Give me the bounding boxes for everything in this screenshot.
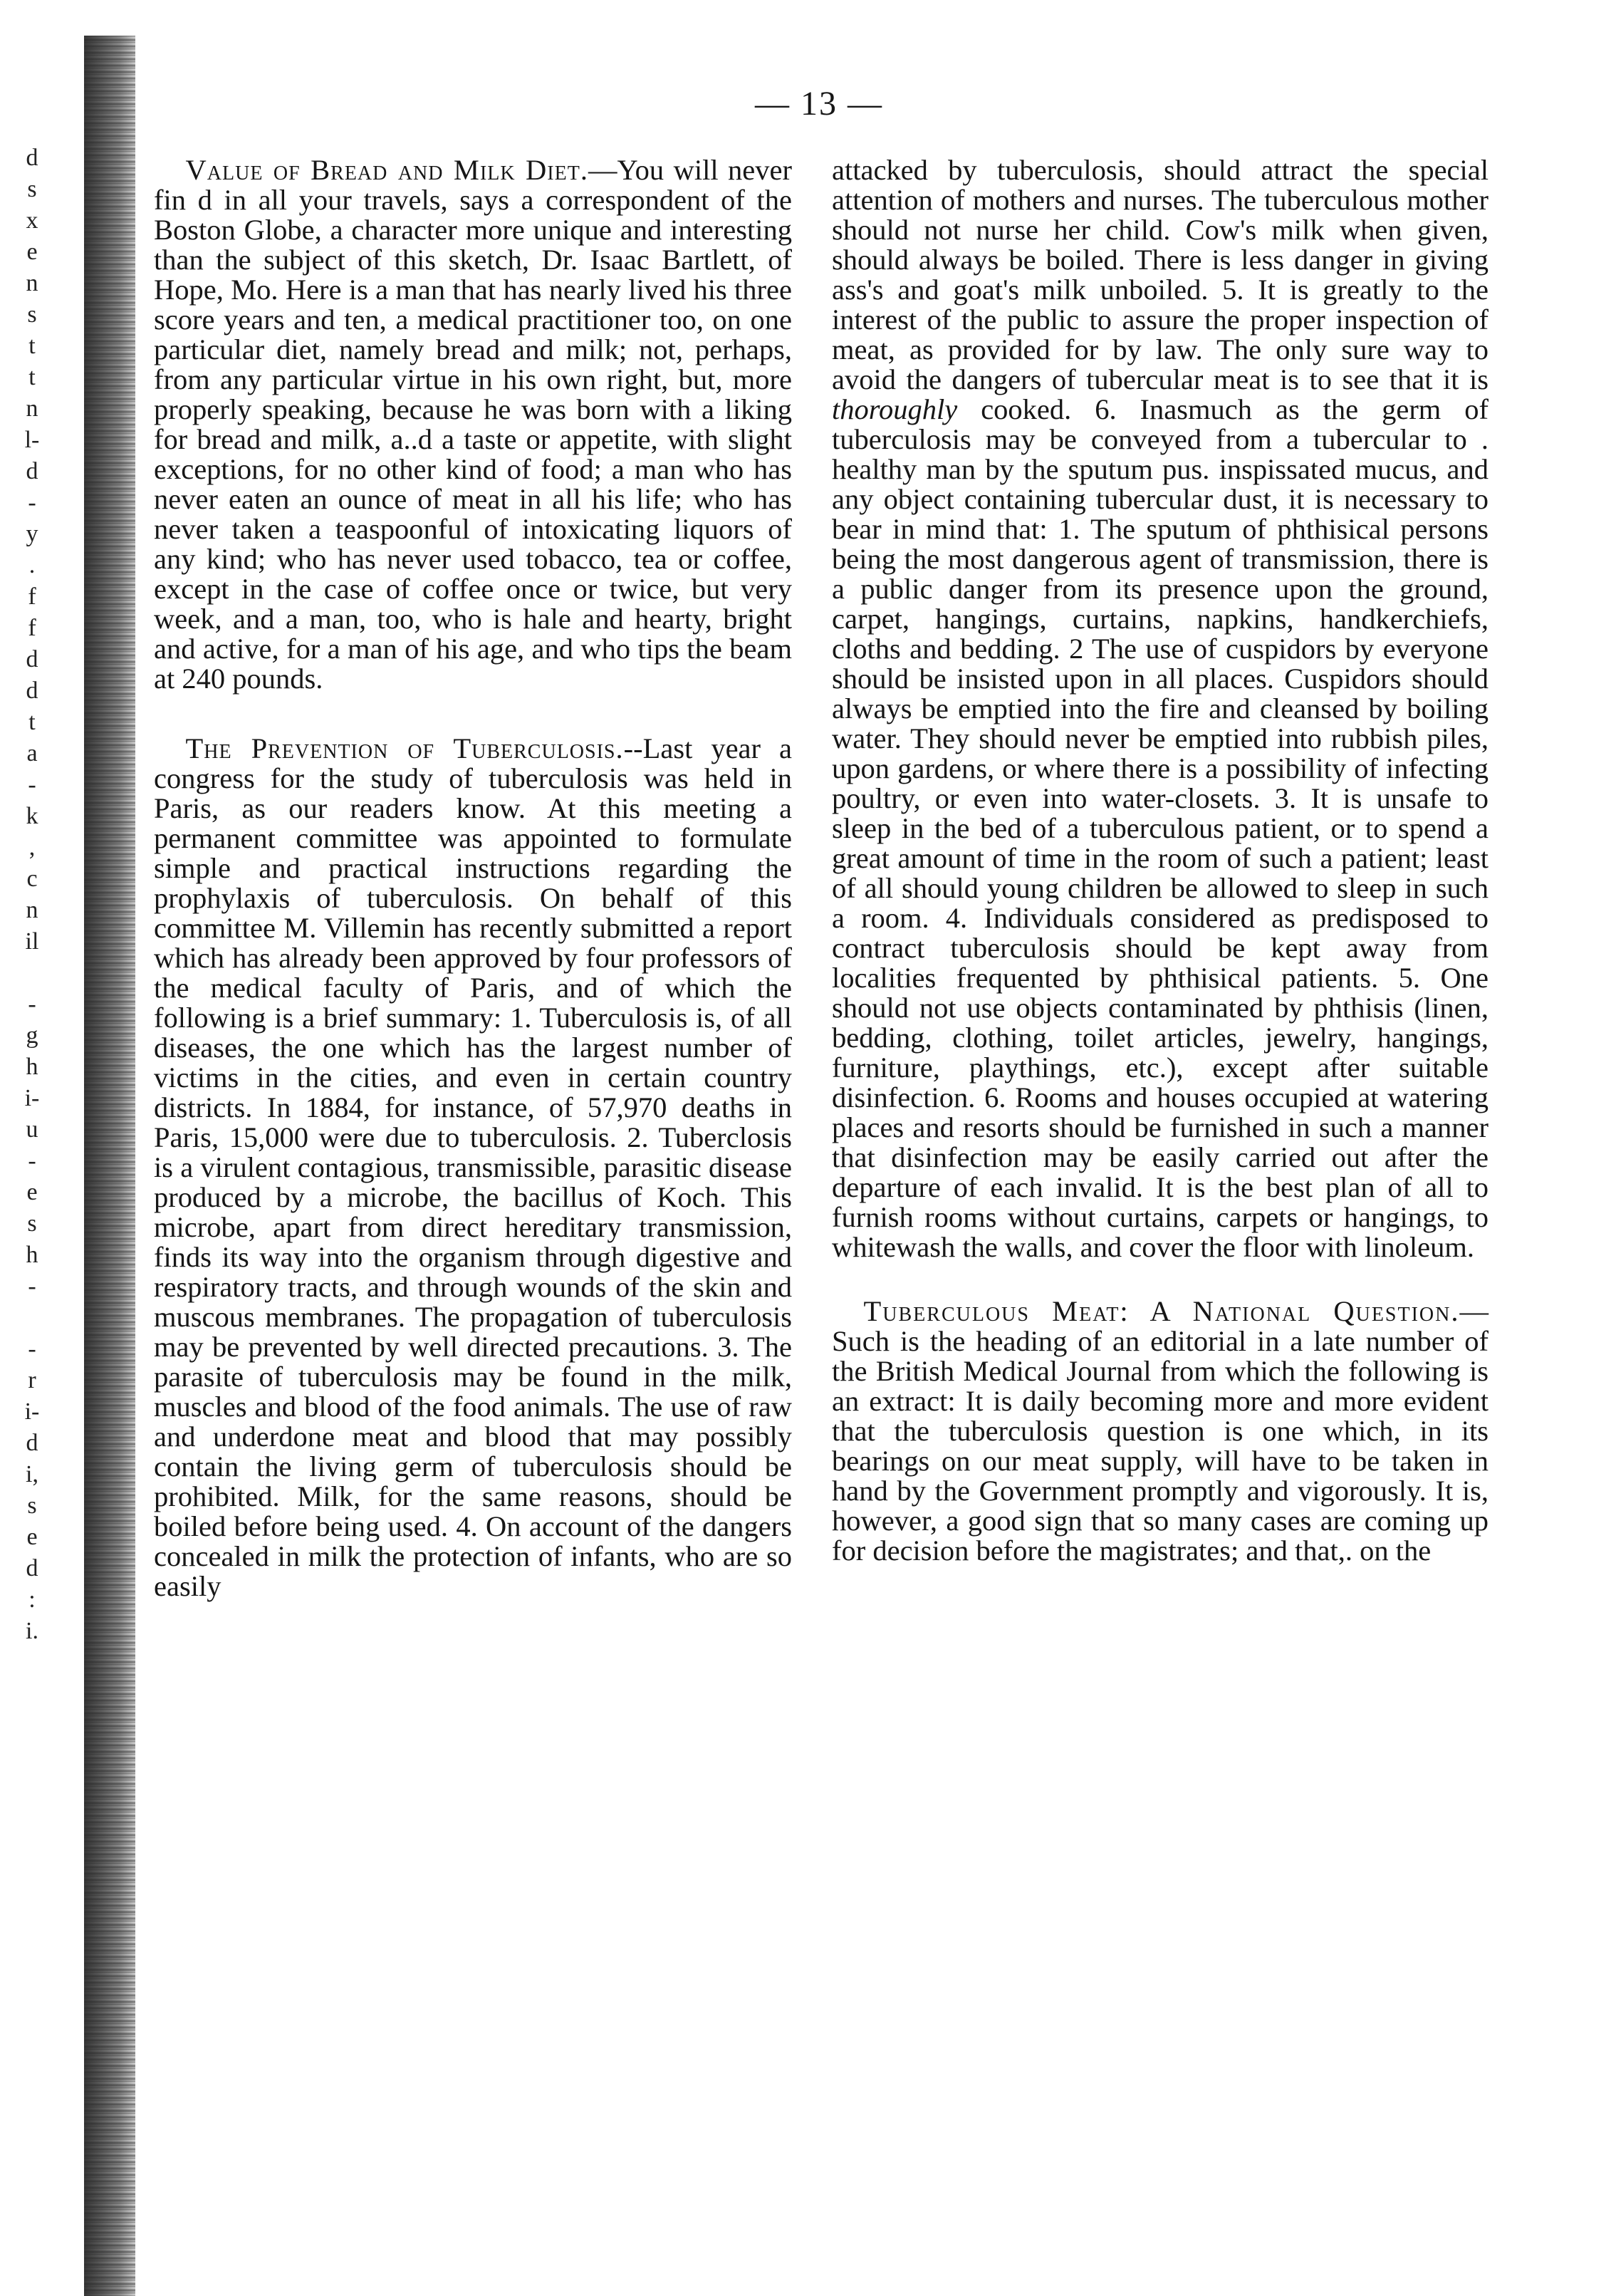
margin-letter: u <box>26 1116 38 1143</box>
margin-letter: n <box>26 897 38 923</box>
article-paragraph <box>832 1297 1489 1566</box>
article-body: attacked by tuberculosis, should attract the special attention of mothers and nurses. The tuberculous mother should not nurse her child. Cow's milk when given, should always be boiled. There is less danger in giving ass's and goat's milk unboiled. 5. It is greatly to the interest of the public to assure the proper inspection of meat, as provided for by law. The only sure way to avoid the dangers of tubercular meat is to see that it is <box>832 154 1489 395</box>
left-column <box>154 155 792 1641</box>
margin-letter: i- <box>24 1398 40 1425</box>
margin-letter: - <box>28 991 36 1017</box>
margin-letter: d <box>26 145 38 171</box>
article-body: cooked. 6. Inasmuch as the germ of tuberculosis may be conveyed from a tubercular to . healthy man by the sputum pus. inspissated mucus, and any object containing tubercular dust, it is necessary to bear in mind that: 1. The sputum of phthisical persons being the most dangerous agent of transmission, there is a public danger from its presence upon the ground, carpet, hangings, curtains, napkins, handkerchiefs, cloths and bedding. 2 The use of cuspidors by everyone should be insisted upon in all places. Cuspidors should always be emptied into the fire and cleansed by boiling water. They should never be emptied into rubbish piles, upon gardens, or where there is a possibility of infecting poultry, or even into water-closets. 3. It is unsafe to sleep in the bed of a tuberculous patient, or to spend a great amount of time in the room of such a patient; least of all should young children be allowed to sleep in such a room. 4. Individuals considered as predisposed to contract tuberculosis should be kept away from localities frequented by phthisical patients. 5. One should not use objects contaminated by phthisis (linen, bedding, clothing, toilet articles, jewelry, hangings, furniture, playthings, etc.), except after suitable disinfection. 6. Rooms and houses occupied at watering places and resorts should be furnished in such a manner that disinfection may be easily carried out after the departure of each invalid. It is the best plan of all to furnish rooms without curtains, carpets or hangings, to whitewash the walls, and cover the floor with linoleum. <box>832 393 1489 1263</box>
article-body: —You will never fin d in all your travels, says a correspondent of the Boston Globe, a character more unique and interesting than the subject of this sketch, Dr. Isaac Bartlett, of Hope, Mo. Here is a man that has nearly lived his three score years and ten, a medical practitioner too, on one particular diet, namely bread and milk; not, perhaps, from any particular virtue in his own right, but, more properly speaking, because he was born with a liking for bread and milk, a..d a taste or appetite, with slight exceptions, for no other kind of food; a man who has never eaten an ounce of meat in all his life; who has never taken a teaspoonful of intoxicating liquors of any kind; who has never used tobacco, tea or coffee, except in the case of coffee once or twice, but very week, and a man, too, who is hale and hearty, bright and active, for a man of his age, and who tips the beam at 240 pounds. <box>154 154 792 695</box>
margin-letter: f <box>28 583 36 610</box>
article-paragraph <box>154 155 792 694</box>
margin-letter: k <box>26 803 38 829</box>
margin-letter: t <box>28 364 36 390</box>
page-edge-remnant-letters <box>0 142 64 1647</box>
margin-letter: d <box>26 677 38 704</box>
margin-letter: d <box>26 1430 38 1456</box>
article-heading: The Prevention of Tuberculosis. <box>185 732 624 764</box>
article-tuberculous-meat <box>832 1297 1489 1566</box>
article-paragraph <box>832 155 1489 1262</box>
margin-letter: a <box>26 740 38 767</box>
margin-letter: il <box>25 928 39 955</box>
margin-letter: t <box>28 709 36 735</box>
margin-letter: e <box>26 1524 38 1550</box>
margin-letter <box>0 1302 64 1334</box>
article-heading: Value of Bread and Milk Diet. <box>185 154 588 186</box>
margin-letter: - <box>28 772 36 798</box>
margin-letter: , <box>28 834 36 861</box>
margin-letter: s <box>27 301 37 328</box>
article-prevention-tuberculosis <box>154 734 792 1601</box>
margin-letter: e <box>26 239 38 265</box>
margin-letter: s <box>27 1210 37 1237</box>
margin-letter: h <box>26 1242 38 1268</box>
margin-letter: h <box>26 1054 38 1080</box>
margin-letter: f <box>28 615 36 641</box>
margin-letter: . <box>28 552 36 578</box>
margin-letter: e <box>26 1179 38 1205</box>
margin-letter: n <box>26 270 38 296</box>
margin-letter: s <box>27 1492 37 1519</box>
margin-letter: i. <box>26 1618 38 1644</box>
article-body: —Such is the heading of an editorial in a late number of the British Medical Journal from which the following is an extract: It is daily becoming more and more evident that the tuberculosis question is one which, in its bearings on our meat supply, will have to be taken in hand by the Government promptly and vigorously. It is, however, a good sign that so many cases are coming up for decision before the magistrates; and that,. on the <box>832 1295 1489 1567</box>
margin-letter: y <box>26 521 38 547</box>
margin-letter: i, <box>26 1461 38 1487</box>
italic-emphasis: thoroughly <box>832 393 958 425</box>
margin-letter: d <box>26 646 38 672</box>
margin-letter: - <box>28 1148 36 1174</box>
margin-letter: d <box>26 1555 38 1581</box>
margin-letter: l- <box>24 427 40 453</box>
article-bread-milk-diet <box>154 155 792 694</box>
article-paragraph <box>154 734 792 1601</box>
margin-letter: t <box>28 333 36 359</box>
binding-gutter-shadow <box>84 36 135 2296</box>
article-continuation <box>832 155 1489 1262</box>
margin-letter: n <box>26 395 38 422</box>
right-column <box>832 155 1489 1600</box>
article-body: --Last year a congress for the study of tuberculosis was held in Paris, as our readers know. At this meeting a permanent committee was appointed to formulate simple and practical instructions regarding the prophylaxis of tuberculosis. On behalf of this committee M. Villemin has recently submitted a report which has already been approved by four professors of the medical faculty of Paris, and of which the following is a brief summary: 1. Tuberculosis is, of all diseases, the one which has the largest number of victims in the cities, and even in certain country districts. In 1884, for instance, of 57,970 deaths in Paris, 15,000 were due to tuberculosis. 2. Tuberclosis is a virulent contagious, transmissible, parasitic disease produced by a microbe, the bacillus of Koch. This microbe, apart from direct hereditary transmission, finds its way into the organism through digestive and respiratory tracts, and through wounds of the skin and muscous membranes. The propagation of tuberculosis may be prevented by well directed precautions. 3. The parasite of tuberculosis may be found in the milk, muscles and blood of the food animals. The use of raw and underdone meat and blood that may possibly contain the living germ of tuberculosis should be prohibited. Milk, for the same reasons, should be boiled before being used. 4. On account of the dangers concealed in milk the protection of infants, who are so easily <box>154 732 792 1602</box>
margin-letter: x <box>26 207 38 234</box>
margin-letter: - <box>28 1273 36 1299</box>
margin-letter: s <box>27 176 37 202</box>
page-number: — 13 — <box>755 85 883 123</box>
margin-letter: c <box>26 866 38 892</box>
article-heading: Tuberculous Meat: A National Question. <box>863 1295 1460 1327</box>
margin-letter <box>0 957 64 989</box>
margin-letter: - <box>28 489 36 516</box>
margin-letter: r <box>28 1367 36 1393</box>
margin-letter: - <box>28 1336 36 1362</box>
margin-letter: i- <box>24 1085 40 1111</box>
margin-letter: g <box>26 1022 38 1049</box>
margin-letter: : <box>28 1586 36 1613</box>
margin-letter: d <box>26 458 38 484</box>
